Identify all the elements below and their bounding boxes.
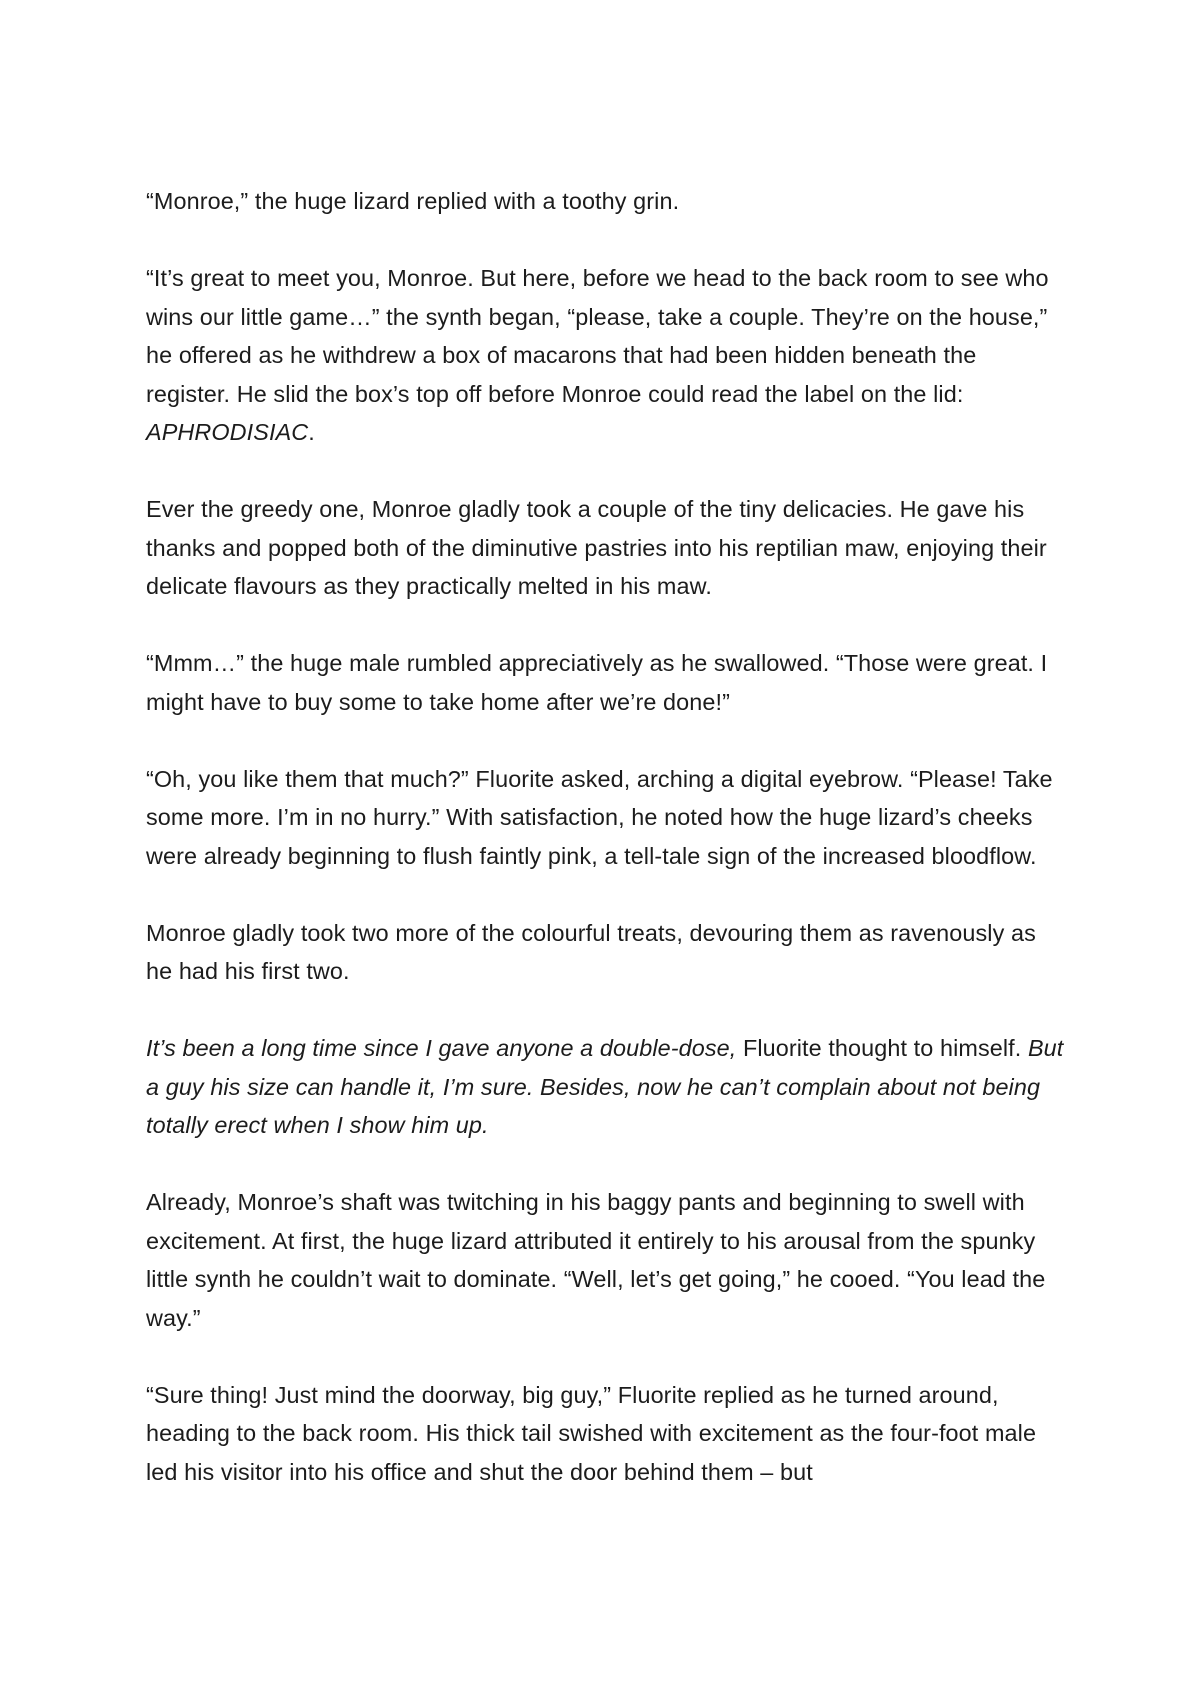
paragraph [146, 760, 1066, 876]
italic-text-run: It’s been a long time since I gave anyone a double-dose, [146, 1035, 737, 1061]
text-run: “It’s great to meet you, Monroe. But here, before we head to the back room to see who wins our little game…” the synth began, “please, take a couple. They’re on the house,” he offered as he withdrew a box of macarons that had been hidden beneath the register. He slid the box’s top off before Monroe could read the label on the lid: [146, 265, 1049, 407]
paragraph [146, 644, 1066, 721]
text-run: Fluorite thought to himself. [736, 1035, 1028, 1061]
text-run: “Monroe,” the huge lizard replied with a toothy grin. [146, 188, 680, 214]
paragraph [146, 1029, 1066, 1145]
text-run: Already, Monroe’s shaft was twitching in his baggy pants and beginning to swell with excitement. At first, the huge lizard attributed it entirely to his arousal from the spunky little synth he couldn’t wait to dominate. “Well, let’s get going,” he cooed. “You lead the way.” [146, 1189, 1046, 1331]
paragraph [146, 259, 1066, 452]
paragraph [146, 1183, 1066, 1337]
paragraph [146, 182, 1066, 221]
paragraph [146, 1376, 1066, 1492]
text-run: Monroe gladly took two more of the colourful treats, devouring them as ravenously as he had his first two. [146, 919, 1036, 984]
paragraph [146, 490, 1066, 606]
text-run: “Sure thing! Just mind the doorway, big guy,” Fluorite replied as he turned around, heading to the back room. His thick tail swished with excitement as the four-foot male led his visitor into his office and shut the door behind them – but [146, 1381, 1037, 1485]
text-run: “Oh, you like them that much?” Fluorite asked, arching a digital eyebrow. “Please! Take some more. I’m in no hurry.” With satisfaction, he noted how the huge lizard’s cheeks were already beginning to flush faintly pink, a tell-tale sign of the increased bloodflow. [146, 765, 1053, 869]
text-run: . [308, 419, 315, 445]
italic-text-run: But a guy his size can handle it, I’m sure. Besides, now he can’t complain about not being totally erect when I show him up. [146, 1035, 1064, 1138]
italic-text-run: APHRODISIAC [146, 419, 309, 445]
document-body [146, 182, 1066, 1491]
text-run: “Mmm…” the huge male rumbled appreciatively as he swallowed. “Those were great. I might have to buy some to take home after we’re done!” [146, 650, 1048, 715]
text-run: Ever the greedy one, Monroe gladly took a couple of the tiny delicacies. He gave his thanks and popped both of the diminutive pastries into his reptilian maw, enjoying their delicate flavours as they practically melted in his maw. [146, 496, 1047, 599]
paragraph [146, 914, 1066, 991]
